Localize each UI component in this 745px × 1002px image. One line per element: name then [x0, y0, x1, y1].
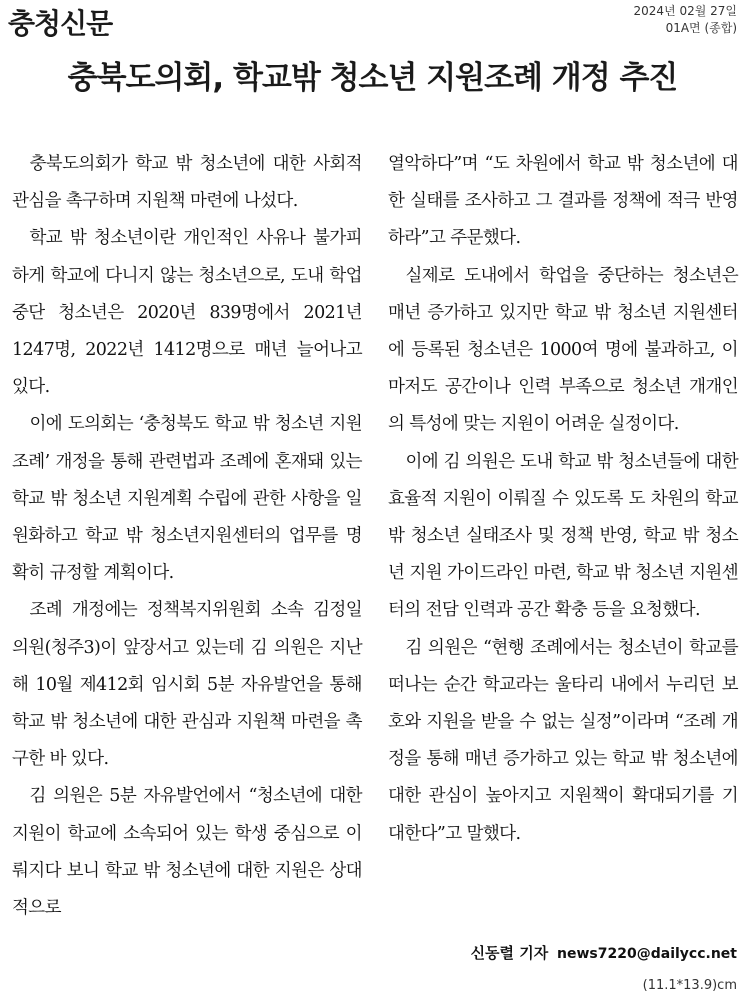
paragraph: 실제로 도내에서 학업을 중단하는 청소년은 매년 증가하고 있지만 학교 밖 청소년 지원센터에 등록된 청소년은 1000여 명에 불과하고, 이마저도 공간이나 인력 부족으로 청소년 개개인의 특성에 맞는 지원이 어려운 실정이다.	[388, 265, 738, 435]
paragraph: 김 의원은 5분 자유발언에서 “청소년에 대한 지원이 학교에 소속되어 있는 학생 중심으로 이뤄지다 보니 학교 밖 청소년에 대한 지원은 상대적으로	[12, 786, 362, 919]
publication-date: 2024년 02월 27일	[633, 4, 737, 18]
publication-meta	[634, 3, 737, 37]
paragraph: 학교 밖 청소년이란 개인적인 사유나 불가피하게 학교에 다니지 않는 청소년으로, 도내 학업 중단 청소년은 2020년 839명에서 2021년 1247명, 2022년 1412명으로 매년 늘어나고 있다.	[12, 228, 362, 398]
paragraph: 충북도의회가 학교 밖 청소년에 대한 사회적 관심을 촉구하며 지원책 마련에 나섰다.	[12, 154, 362, 212]
clipping-size: (11.1*13.9)cm	[642, 978, 737, 993]
paragraph-continuation: 열악하다”며 “도 차원에서 학교 밖 청소년에 대한 실태를 조사하고 그 결과를 정책에 적극 반영하라”고 주문했다.	[388, 154, 738, 249]
paragraph: 이에 김 의원은 도내 학교 밖 청소년들에 대한 효율적 지원이 이뤄질 수 있도록 도 차원의 학교 밖 청소년 실태조사 및 정책 반영, 학교 밖 청소년 지원 가이드라인 마련, 학교 밖 청소년 지원센터의 전담 인력과 공간 확충 등을 요청했다.	[388, 451, 738, 621]
article-headline: 충북도의회, 학교밖 청소년 지원조례 개정 추진	[67, 60, 678, 96]
page-section: 01A면 (종합)	[665, 21, 737, 35]
paragraph: 김 의원은 “현행 조례에서는 청소년이 학교를 떠나는 순간 학교라는 울타리 내에서 누리던 보호와 지원을 받을 수 없는 실정”이라며 “조례 개정을 통해 매년 증가하고 있는 학교 밖 청소년에 대한 관심이 높아지고 지원책이 확대되기를 기대한다”고 말했다.	[388, 637, 738, 844]
article-column-right	[388, 146, 738, 853]
paragraph: 조례 개정에는 정책복지위원회 소속 김정일 의원(청주3)이 앞장서고 있는데 김 의원은 지난해 10월 제412회 임시회 5분 자유발언을 통해 학교 밖 청소년에 대한 관심과 지원책 마련을 촉구한 바 있다.	[12, 600, 362, 770]
paragraph: 이에 도의회는 ‘충청북도 학교 밖 청소년 지원조례’ 개정을 통해 관련법과 조례에 혼재돼 있는 학교 밖 청소년 지원계획 수립에 관한 사항을 일원화하고 학교 밖 청소년지원센터의 업무를 명확히 규정할 계획이다.	[12, 414, 362, 584]
reporter-name: 신동렬 기자	[470, 944, 549, 962]
article-byline	[471, 942, 737, 963]
reporter-email: news7220@dailycc.net	[557, 946, 737, 962]
newspaper-masthead: 충청신문	[8, 7, 113, 40]
article-column-left	[12, 146, 362, 927]
